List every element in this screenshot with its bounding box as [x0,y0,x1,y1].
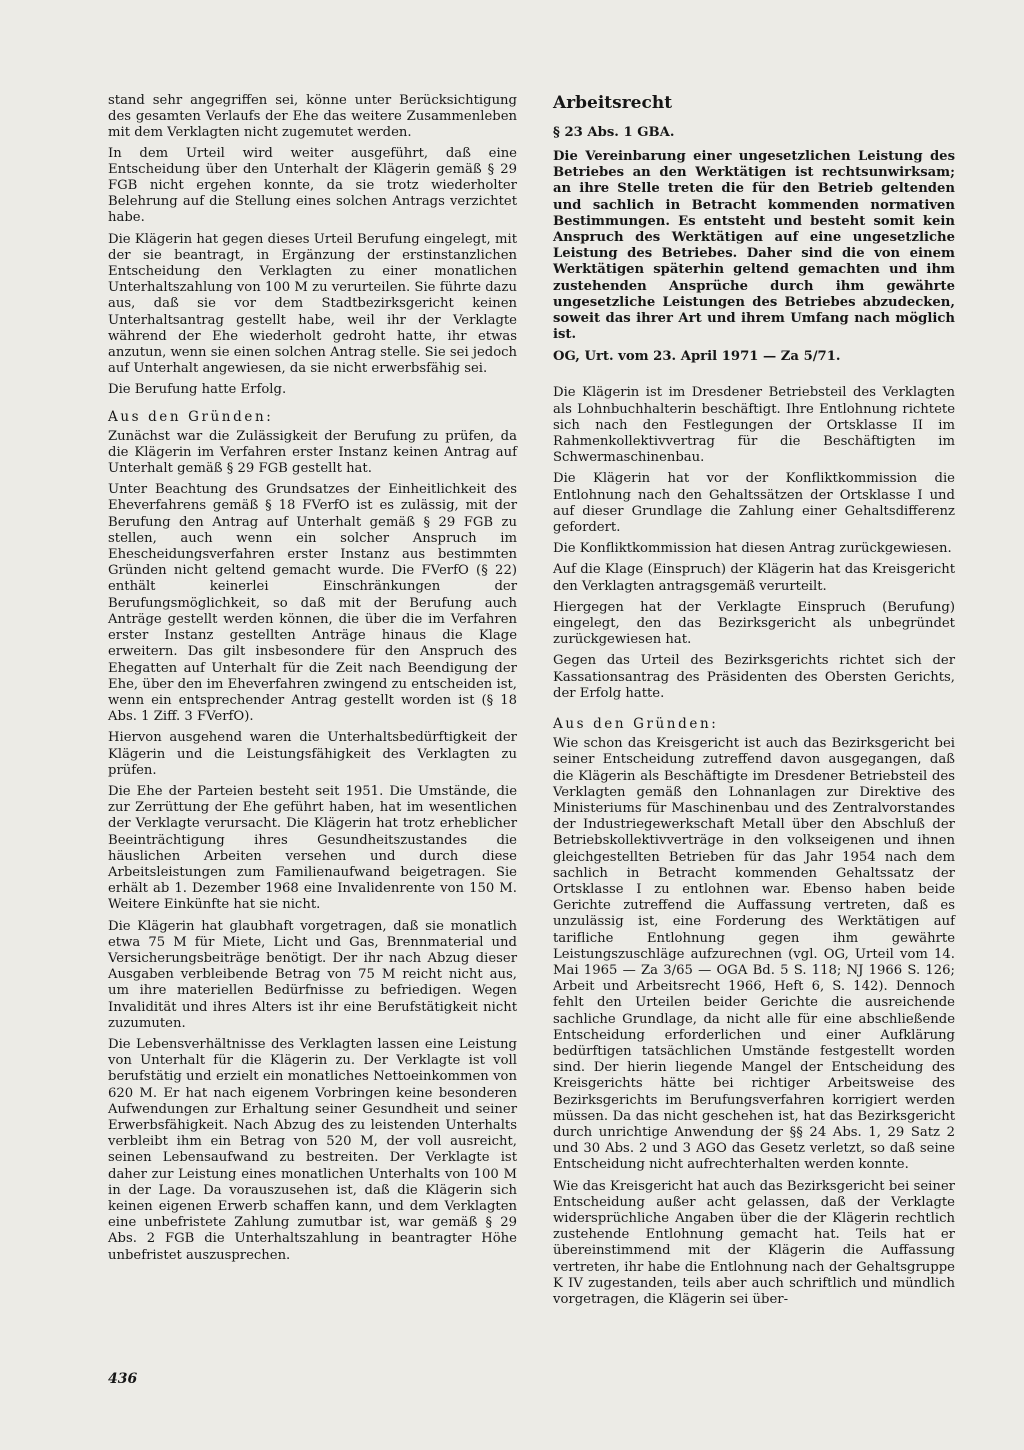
headnote-paragraph: Die Vereinbarung einer ungesetzlichen Leistung des Betriebes an den Werktätigen ist rechtsunwirksam; an ihre Stelle treten die für den Betrieb geltenden und sachlich in Betracht kommenden normativen Bestimmungen. Es entsteht und besteht somit kein Anspruch des Werktätigen auf eine ungesetzliche Leistung des Betriebes. Daher sind die von einem Werktätigen späterhin geltend gemachten und ihm zustehenden Ansprüche durch ihm gewährte ungesetzliche Leistungen des Betriebes abzudecken, soweit das ihrer Art und ihrem Umfang nach möglich ist. [553,149,955,343]
paragraph: Die Lebensverhältnisse des Verklagten lassen eine Leistung von Unterhalt für die Klägerin zu. Der Verklagte ist voll berufstätig und erzielt ein monatliches Nettoeinkommen von 620 M. Er hat nach eigenem Vorbringen keine besonderen Aufwendungen zur Erhaltung seiner Gesundheit und seiner Erwerbsfähigkeit. Nach Abzug des zu leistenden Unterhalts verbleibt ihm ein Betrag von 520 M, der voll ausreicht, seinen Lebensaufwand zu bestreiten. Der Verklagte ist daher zur Leistung eines monatlichen Unterhalts von 100 M in der Lage. Da vorauszusehen ist, daß die Klägerin sich keinen eigenen Erwerb schaffen kann, und dem Verklagten eine unbefristete Zahlung zumutbar ist, war gemäß § 29 Abs. 2 FGB die Unterhaltszahlung in beantragter Höhe unbefristet auszusprechen. [108,1036,517,1263]
law-reference: § 23 Abs. 1 GBA. [553,125,675,140]
paragraph: Auf die Klage (Einspruch) der Klägerin hat das Kreisgericht den Verklagten antragsgemäß verurteilt. [553,562,955,594]
section-title: Arbeitsrecht [553,93,673,113]
paragraph: Zunächst war die Zulässigkeit der Berufung zu prüfen, da die Klägerin im Verfahren erster Instanz keinen Antrag auf Unterhalt gemäß § 29 FGB gestellt hat. [108,428,517,477]
paragraph: Die Konfliktkommission hat diesen Antrag zurückgewiesen. [553,541,952,557]
paragraph: Unter Beachtung des Grundsatzes der Einheitlichkeit des Eheverfahrens gemäß § 18 FVerfO ist es zulässig, mit der Berufung den Antrag auf Unterhalt gemäß § 29 FGB zu stellen, auch wenn ein solcher Anspruch im Ehescheidungsverfahren erster Instanz aus bestimmten Gründen nicht geltend gemacht wurde. Die FVerfO (§ 22) enthält keinerlei Einschränkungen der Berufungsmöglichkeit, so daß mit der Berufung auch Anträge gestellt werden können, die über die im Verfahren erster Instanz gestellten Anträge hinaus die Klage erweitern. Das gilt insbesondere für den Anspruch des Ehegatten auf Unterhalt für die Zeit nach Beendigung der Ehe, über den im Eheverfahren zwingend zu entscheiden ist, wenn ein entsprechender Antrag gestellt worden ist (§ 18 Abs. 1 Ziff. 3 FVerfO). [108,482,517,725]
paragraph: Die Klägerin hat vor der Konfliktkommission die Entlohnung nach den Gehaltssätzen der Ortsklasse I und auf dieser Grundlage die Zahlung einer Gehaltsdifferenz gefordert. [553,471,955,536]
paragraph: Wie schon das Kreisgericht ist auch das Bezirksgericht bei seiner Entscheidung zutreffend davon ausgegangen, daß die Klägerin als Beschäftigte im Dresdener Betriebsteil des Verklagten gemäß den Lohnanlagen zur Direktive des Ministeriums für Maschinenbau und des Zentralvorstandes der Industriegewerkschaft Metall über den Abschluß der Betriebskollektivverträge in den volkseigenen und ihnen gleichgestellten Betrieben für das Jahr 1954 nach dem sachlich in Betracht kommenden Gehaltssatz der Ortsklasse I zu entlohnen war. Ebenso haben beide Gerichte zutreffend die Auffassung vertreten, daß es unzulässig ist, eine Forderung des Werktätigen auf tarifliche Entlohnung gegen ihm gewährte Leistungszuschläge aufzurechnen (vgl. OG, Urteil vom 14. Mai 1965 — Za 3/65 — OGA Bd. 5 S. 118; NJ 1966 S. 126; Arbeit und Arbeitsrecht 1966, Heft 6, S. 142). Dennoch fehlt den Urteilen beider Gerichte die ausreichende sachliche Grundlage, da nicht alle für eine abschließende Entscheidung erforderlichen und einer Aufklärung bedürftigen tatsächlichen Umstände festgestellt worden sind. Der hierin liegende Mangel der Entscheidung des Kreisgerichts hätte bei richtiger Arbeitsweise des Bezirksgerichts im Berufungsverfahren korrigiert werden müssen. Da das nicht geschehen ist, hat das Bezirksgericht durch unrichtige Anwendung der §§ 24 Abs. 1, 29 Satz 2 und 30 Abs. 2 und 3 AGO das Gesetz verletzt, so daß seine Entscheidung nicht aufrechterhalten werden konnte. [553,736,955,1173]
paragraph: stand sehr angegriffen sei, könne unter Berücksichtigung des gesamten Verlaufs der Ehe das weitere Zusammenleben mit dem Verklagten nicht zugemutet werden. [108,93,517,141]
paragraph: Die Klägerin hat glaubhaft vorgetragen, daß sie monatlich etwa 75 M für Miete, Licht und Gas, Brennmaterial und Versicherungsbeiträge benötigt. Der ihr nach Abzug dieser Ausgaben verbleibende Betrag von 75 M reicht nicht aus, um ihre materiellen Bedürfnisse zu befriedigen. Wegen Invalidität und ihres Alters ist ihr eine Berufstätigkeit nicht zuzumuten. [108,918,517,1031]
paragraph: Die Klägerin ist im Dresdener Betriebsteil des Verklagten als Lohnbuchhalterin beschäftigt. Ihre Entlohnung richtete sich nach den Festlegungen der Ortsklasse II im Rahmenkollektivvertrag für die Beschäftigten im Schwermaschinenbau. [553,385,955,466]
paragraph: Wie das Kreisgericht hat auch das Bezirksgericht bei seiner Entscheidung außer acht gelassen, daß der Verklagte widersprüchliche Angaben über die der Klägerin rechtlich zustehende Entlohnung gemacht hat. Teils hat er übereinstimmend mit der Klägerin die Auffassung vertreten, ihr habe die Entlohnung nach der Gehaltsgruppe K IV zugestanden, teils aber auch schriftlich und mündlich vorgetragen, die Klägerin sei über- [553,1178,955,1307]
paragraph: Die Ehe der Parteien besteht seit 1951. Die Umstände, die zur Zerrüttung der Ehe geführt haben, hat im wesentlichen der Verklagte verursacht. Die Klägerin hat trotz erheblicher Beeinträchtigung ihres Gesundheitszustandes die häuslichen Arbeiten versehen und durch diese Arbeitsleistungen zum Familienaufwand beigetragen. Sie erhält ab 1. Dezember 1968 eine Invalidenrente von 150 M. Weitere Einkünfte hat sie nicht. [108,783,517,913]
paragraph: Gegen das Urteil des Bezirksgerichts richtet sich der Kassationsantrag des Präsidenten des Obersten Gerichts, der Erfolg hatte. [553,653,955,701]
paragraph: In dem Urteil wird weiter ausgeführt, daß eine Entscheidung über den Unterhalt der Klägerin gemäß § 29 FGB nicht ergehen konnte, da sie trotz wiederholter Belehrung auf die Stellung eines solchen Antrags verzichtet habe. [108,145,517,226]
paragraph: Hiervon ausgehend waren die Unterhaltsbedürftigkeit der Klägerin und die Leistungsfähigkeit des Verklagten zu prüfen. [108,730,517,778]
section-heading: Aus den Gründen: [553,716,719,733]
case-citation: OG, Urt. vom 23. April 1971 — Za 5/71. [553,349,841,365]
paragraph: Hiergegen hat der Verklagte Einspruch (Berufung) eingelegt, den das Bezirksgericht als unbegründet zurückgewiesen hat. [553,599,955,648]
paragraph: Die Berufung hatte Erfolg. [108,382,287,398]
page-number: 436 [108,1371,138,1387]
right-column [553,93,955,1313]
section-heading: Aus den Gründen: [108,408,274,425]
paragraph: Die Klägerin hat gegen dieses Urteil Berufung eingelegt, mit der sie beantragt, in Ergänzung der erstinstanzlichen Entscheidung den Verklagten zu einer monatlichen Unterhaltszahlung von 100 M zu verurteilen. Sie führte dazu aus, daß sie vor dem Stadtbezirksgericht keinen Unterhaltsantrag gestellt habe, weil ihr der Verklagte während der Ehe wiederholt gedroht hatte, ihr etwas anzutun, wenn sie einen solchen Antrag stelle. Sie sei jedoch auf Unterhalt angewiesen, da sie nicht erwerbsfähig sei. [108,231,518,377]
headnote [553,149,955,343]
left-column [108,93,517,1269]
